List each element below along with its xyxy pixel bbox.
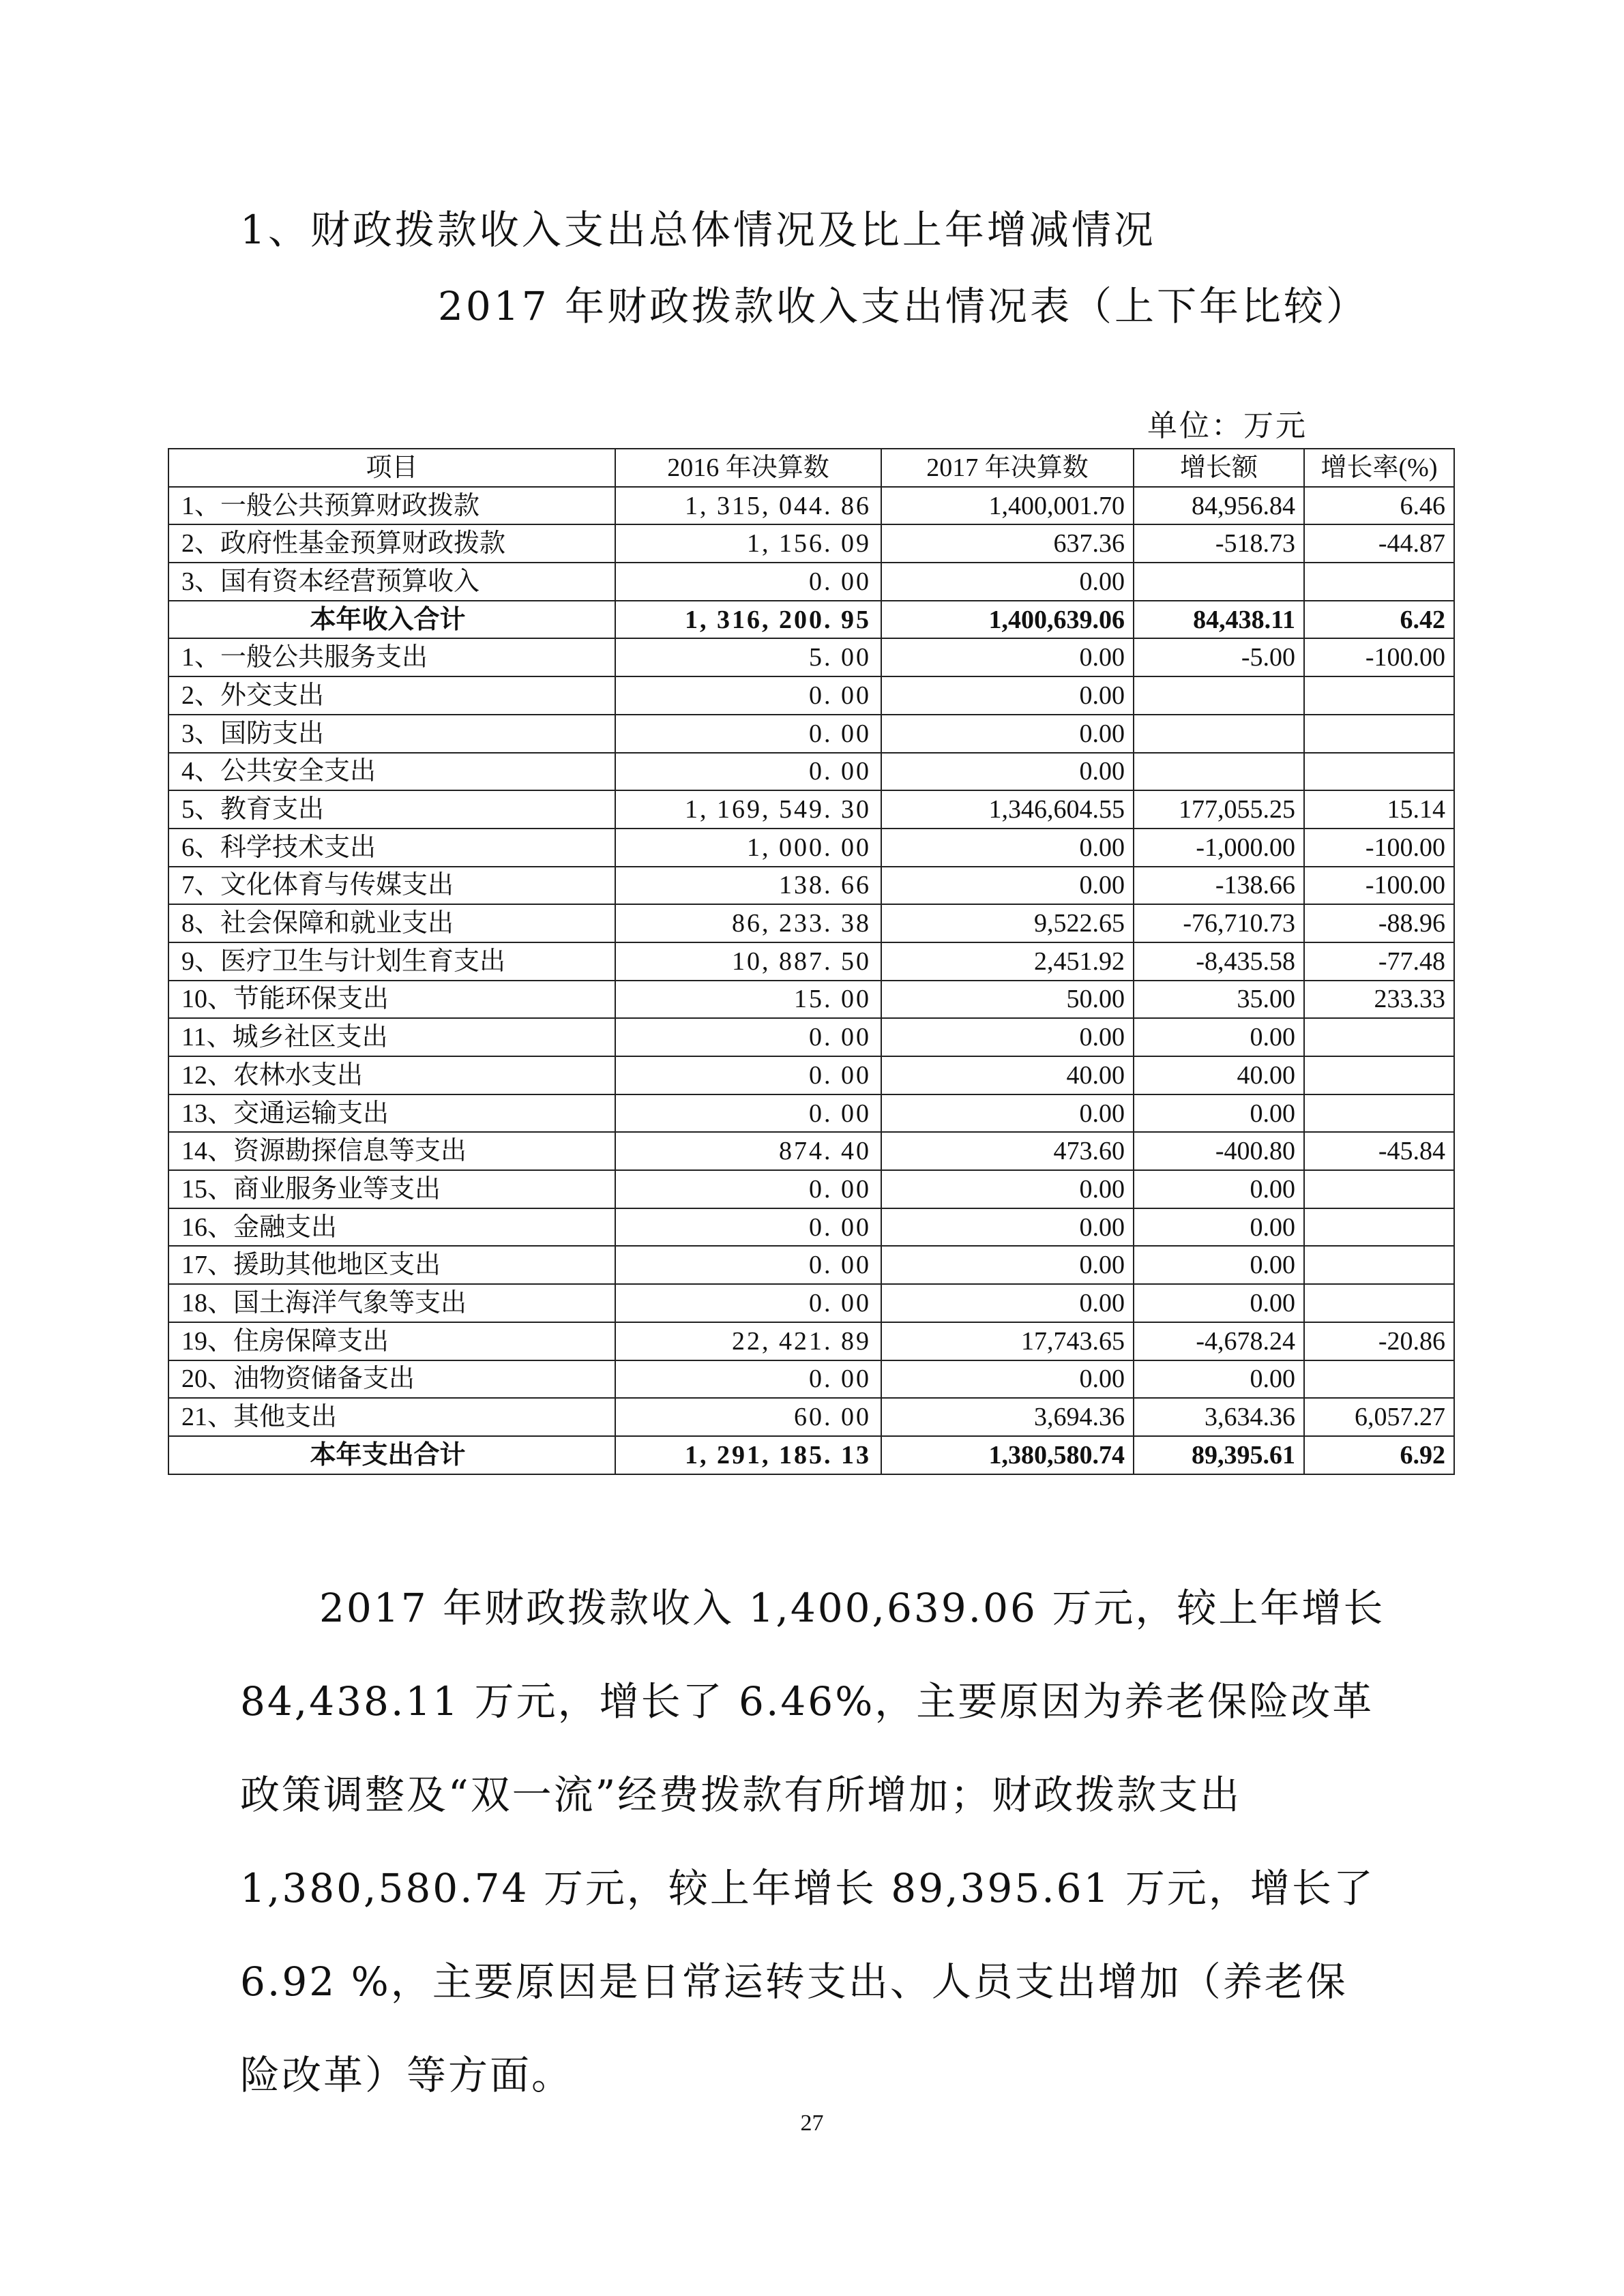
row-growth: 0.00 [1134, 1246, 1304, 1284]
row-item: 6、科学技术支出 [168, 829, 615, 867]
row-item: 11、城乡社区支出 [168, 1018, 615, 1056]
row-item: 2、政府性基金预算财政拨款 [168, 524, 615, 563]
row-2016: 1, 316, 200. 95 [615, 601, 881, 639]
row-2016: 86, 233. 38 [615, 904, 881, 942]
row-growth: -5.00 [1134, 638, 1304, 676]
table-row [168, 1018, 1454, 1056]
row-growth: 84,438.11 [1134, 601, 1304, 639]
row-rate: 6.46 [1304, 487, 1454, 525]
row-2017: 3,694.36 [881, 1398, 1134, 1436]
row-item: 21、其他支出 [168, 1398, 615, 1436]
row-item: 2、外交支出 [168, 676, 615, 715]
row-2016: 60. 00 [615, 1398, 881, 1436]
row-rate: -100.00 [1304, 638, 1454, 676]
row-rate: 6,057.27 [1304, 1398, 1454, 1436]
table-row [168, 1170, 1454, 1208]
row-item: 5、教育支出 [168, 790, 615, 829]
row-item: 17、援助其他地区支出 [168, 1246, 615, 1284]
row-item: 1、一般公共预算财政拨款 [168, 487, 615, 525]
table-row [168, 753, 1454, 791]
table-row [168, 1284, 1454, 1322]
row-2017: 50.00 [881, 981, 1134, 1019]
table-row [168, 904, 1454, 942]
row-rate: -45.84 [1304, 1132, 1454, 1170]
row-rate [1304, 1284, 1454, 1322]
row-2017: 1,380,580.74 [881, 1436, 1134, 1474]
row-2016: 1, 156. 09 [615, 524, 881, 563]
table-row [168, 790, 1454, 829]
row-rate: 6.92 [1304, 1436, 1454, 1474]
row-2016: 1, 169, 549. 30 [615, 790, 881, 829]
row-2017: 0.00 [881, 1094, 1134, 1133]
row-2016: 1, 315, 044. 86 [615, 487, 881, 525]
row-growth: 84,956.84 [1134, 487, 1304, 525]
table-total-row [168, 601, 1454, 639]
row-2016: 0. 00 [615, 563, 881, 601]
table-row [168, 981, 1454, 1019]
table-header-row [168, 449, 1454, 487]
row-growth [1134, 563, 1304, 601]
row-rate [1304, 753, 1454, 791]
row-rate: -20.86 [1304, 1322, 1454, 1360]
row-2016: 0. 00 [615, 1170, 881, 1208]
row-rate [1304, 1094, 1454, 1133]
table-row [168, 715, 1454, 753]
row-2017: 0.00 [881, 638, 1134, 676]
row-2016: 0. 00 [615, 753, 881, 791]
table-row [168, 829, 1454, 867]
row-growth: -138.66 [1134, 867, 1304, 905]
row-2016: 1, 000. 00 [615, 829, 881, 867]
row-2017: 0.00 [881, 753, 1134, 791]
row-2017: 473.60 [881, 1132, 1134, 1170]
row-growth: -400.80 [1134, 1132, 1304, 1170]
row-2017: 0.00 [881, 1284, 1134, 1322]
row-growth: 0.00 [1134, 1284, 1304, 1322]
row-growth: 0.00 [1134, 1360, 1304, 1399]
row-rate [1304, 1360, 1454, 1399]
header-growth: 增长额 [1134, 449, 1304, 487]
row-rate: 15.14 [1304, 790, 1454, 829]
table-row [168, 676, 1454, 715]
row-2016: 0. 00 [615, 1284, 881, 1322]
row-rate: -100.00 [1304, 829, 1454, 867]
row-2016: 1, 291, 185. 13 [615, 1436, 881, 1474]
row-rate [1304, 563, 1454, 601]
row-2017: 2,451.92 [881, 942, 1134, 981]
summary-text: 2017 年财政拨款收入 1,400,639.06 万元，较上年增长 84,438.11 万元，增长了 6.46%，主要原因为养老保险改革政策调整及“双一流”经费拨款有所增加；财政拨款支出 1,380,580.74 万元，较上年增长 89,395.61 万元，增长了 6.92 %，主要原因是日常运转支出、人员支出增加（养老保险改革）等方面。 [240, 1585, 1385, 2098]
table-row [168, 1360, 1454, 1399]
row-rate: -100.00 [1304, 867, 1454, 905]
row-growth: 89,395.61 [1134, 1436, 1304, 1474]
header-2017: 2017 年决算数 [881, 449, 1134, 487]
row-rate [1304, 676, 1454, 715]
row-2016: 0. 00 [615, 1056, 881, 1094]
table-row [168, 1132, 1454, 1170]
table-row [168, 638, 1454, 676]
row-growth: 3,634.36 [1134, 1398, 1304, 1436]
row-rate: -44.87 [1304, 524, 1454, 563]
row-item: 1、一般公共服务支出 [168, 638, 615, 676]
table-row [168, 1246, 1454, 1284]
table-title: 2017 年财政拨款收入支出情况表（上下年比较） [438, 283, 1369, 329]
row-item: 3、国有资本经营预算收入 [168, 563, 615, 601]
row-growth: -4,678.24 [1134, 1322, 1304, 1360]
row-growth: -8,435.58 [1134, 942, 1304, 981]
row-item: 4、公共安全支出 [168, 753, 615, 791]
row-2017: 1,400,639.06 [881, 601, 1134, 639]
table-row [168, 487, 1454, 525]
row-growth [1134, 753, 1304, 791]
table-row [168, 1322, 1454, 1360]
row-2017: 0.00 [881, 1208, 1134, 1247]
row-2017: 637.36 [881, 524, 1134, 563]
row-rate [1304, 1056, 1454, 1094]
row-growth: -76,710.73 [1134, 904, 1304, 942]
row-item: 10、节能环保支出 [168, 981, 615, 1019]
row-growth [1134, 676, 1304, 715]
row-2017: 0.00 [881, 1360, 1134, 1399]
row-2017: 0.00 [881, 1170, 1134, 1208]
row-2017: 0.00 [881, 867, 1134, 905]
row-2017: 0.00 [881, 1018, 1134, 1056]
table-body [168, 487, 1454, 1474]
row-2016: 10, 887. 50 [615, 942, 881, 981]
row-2016: 138. 66 [615, 867, 881, 905]
row-growth: 0.00 [1134, 1208, 1304, 1247]
row-2016: 874. 40 [615, 1132, 881, 1170]
row-2017: 0.00 [881, 829, 1134, 867]
row-growth [1134, 715, 1304, 753]
row-2016: 0. 00 [615, 1094, 881, 1133]
header-rate: 增长率(%) [1304, 449, 1454, 487]
row-2017: 40.00 [881, 1056, 1134, 1094]
row-2016: 22, 421. 89 [615, 1322, 881, 1360]
row-growth: -1,000.00 [1134, 829, 1304, 867]
row-rate [1304, 1018, 1454, 1056]
row-rate [1304, 1170, 1454, 1208]
row-item: 12、农林水支出 [168, 1056, 615, 1094]
row-item: 16、金融支出 [168, 1208, 615, 1247]
row-rate: 233.33 [1304, 981, 1454, 1019]
row-growth: 0.00 [1134, 1018, 1304, 1056]
row-2017: 1,346,604.55 [881, 790, 1134, 829]
row-rate [1304, 1208, 1454, 1247]
row-2017: 0.00 [881, 1246, 1134, 1284]
row-item: 13、交通运输支出 [168, 1094, 615, 1133]
row-growth: 35.00 [1134, 981, 1304, 1019]
row-2016: 0. 00 [615, 715, 881, 753]
row-growth: -518.73 [1134, 524, 1304, 563]
row-2016: 15. 00 [615, 981, 881, 1019]
row-item: 20、油物资储备支出 [168, 1360, 615, 1399]
table-row [168, 1208, 1454, 1247]
row-rate: -88.96 [1304, 904, 1454, 942]
table-total-row [168, 1436, 1454, 1474]
row-item: 18、国土海洋气象等支出 [168, 1284, 615, 1322]
table-row [168, 867, 1454, 905]
table-row [168, 1398, 1454, 1436]
row-2017: 9,522.65 [881, 904, 1134, 942]
row-item: 3、国防支出 [168, 715, 615, 753]
row-item: 7、文化体育与传媒支出 [168, 867, 615, 905]
row-rate: -77.48 [1304, 942, 1454, 981]
section-heading: 1、财政拨款收入支出总体情况及比上年增减情况 [240, 207, 1156, 253]
row-rate [1304, 1246, 1454, 1284]
row-item: 本年收入合计 [168, 601, 615, 639]
row-2016: 0. 00 [615, 1360, 881, 1399]
row-growth: 177,055.25 [1134, 790, 1304, 829]
row-2016: 0. 00 [615, 1246, 881, 1284]
header-item: 项目 [168, 449, 615, 487]
header-2016: 2016 年决算数 [615, 449, 881, 487]
page-number: 27 [800, 2111, 824, 2136]
table-row [168, 1094, 1454, 1133]
row-item: 本年支出合计 [168, 1436, 615, 1474]
row-growth: 40.00 [1134, 1056, 1304, 1094]
row-2016: 0. 00 [615, 1208, 881, 1247]
row-growth: 0.00 [1134, 1094, 1304, 1133]
row-2017: 0.00 [881, 715, 1134, 753]
table-row [168, 1056, 1454, 1094]
unit-label: 单位：万元 [1147, 408, 1308, 443]
row-item: 9、医疗卫生与计划生育支出 [168, 942, 615, 981]
summary-paragraph [240, 1562, 1386, 2122]
row-2017: 17,743.65 [881, 1322, 1134, 1360]
table-row [168, 524, 1454, 563]
row-item: 8、社会保障和就业支出 [168, 904, 615, 942]
row-growth: 0.00 [1134, 1170, 1304, 1208]
row-item: 19、住房保障支出 [168, 1322, 615, 1360]
row-rate [1304, 715, 1454, 753]
row-2016: 5. 00 [615, 638, 881, 676]
row-rate: 6.42 [1304, 601, 1454, 639]
row-item: 14、资源勘探信息等支出 [168, 1132, 615, 1170]
row-2017: 1,400,001.70 [881, 487, 1134, 525]
row-2017: 0.00 [881, 676, 1134, 715]
table-row [168, 563, 1454, 601]
row-2016: 0. 00 [615, 676, 881, 715]
table-row [168, 942, 1454, 981]
row-2016: 0. 00 [615, 1018, 881, 1056]
row-item: 15、商业服务业等支出 [168, 1170, 615, 1208]
finance-table [168, 448, 1455, 1475]
row-2017: 0.00 [881, 563, 1134, 601]
